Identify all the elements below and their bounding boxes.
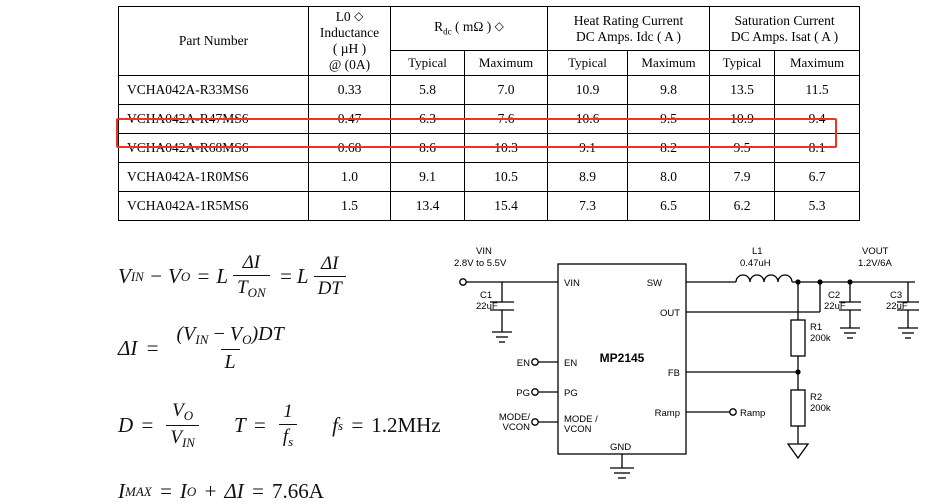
header-part-number-label: Part Number <box>178 32 249 48</box>
eq2-fraction <box>173 323 288 374</box>
header-heat-maximum: Maximum <box>628 51 710 75</box>
cell-sat-typ: 6.2 <box>710 191 775 220</box>
pin-fb: FB <box>667 368 680 379</box>
cell-rdc-typ: 13.4 <box>391 191 465 220</box>
table-row <box>119 191 860 220</box>
equation-2 <box>118 323 448 374</box>
eq4-delta-i: ΔI <box>224 479 244 503</box>
eq1-vo: V <box>168 264 181 288</box>
table-row-highlighted <box>119 104 860 133</box>
cell-sat-typ: 9.5 <box>710 133 775 162</box>
header-l0-line1: L0 <box>335 9 351 24</box>
cell-part-number: VCHA042A-R47MS6 <box>119 104 309 133</box>
eq2-vo: V <box>229 323 243 345</box>
label-pg: PG <box>516 388 530 399</box>
eq3-period-den <box>279 424 297 450</box>
eq3-period-num: 1 <box>283 401 293 422</box>
cell-rdc-max: 7.6 <box>465 104 548 133</box>
cell-rdc-max: 15.4 <box>465 191 548 220</box>
eq4-plus: + <box>203 479 218 503</box>
pin-pg: PG <box>564 388 578 399</box>
cell-part-number: VCHA042A-R68MS6 <box>119 133 309 162</box>
eq2-vo-sub: O <box>242 332 252 347</box>
eq4-value: 7.66A <box>271 479 324 503</box>
pin-out: OUT <box>659 308 680 319</box>
eq3-fs-value: 1.2MHz <box>371 413 441 437</box>
eq3-frac-num <box>168 400 197 425</box>
eq1-L: L <box>216 264 229 288</box>
eq2-paren-open: ( <box>176 323 184 345</box>
cell-sat-max: 5.3 <box>775 191 860 220</box>
cell-l0: 1.5 <box>309 191 391 220</box>
pin-gnd: GND <box>610 442 632 453</box>
cell-rdc-typ: 5.8 <box>391 75 465 104</box>
eq3-vo: V <box>172 400 184 421</box>
header-heat-line1: Heat Rating Current <box>573 12 684 28</box>
label-l1: L1 <box>752 246 763 257</box>
cell-rdc-max: 10.3 <box>465 133 548 162</box>
header-rdc-sub: dc <box>443 27 452 38</box>
cell-heat-max: 6.5 <box>628 191 710 220</box>
eq2-num-tail: )DT <box>251 323 284 345</box>
cell-heat-typ: 7.3 <box>548 191 628 220</box>
header-rdc-label: R <box>434 19 444 35</box>
eq4-equals: = <box>158 479 173 503</box>
eq4-imax-sub: MAX <box>125 483 152 499</box>
label-c2-value: 22uF <box>824 301 846 312</box>
eq1-vo-sub: O <box>180 268 191 284</box>
label-vout-value: 1.2V/6A <box>858 258 892 269</box>
eq2-equals: = <box>145 336 160 360</box>
eq3-period-f-sub: s <box>288 434 294 449</box>
cell-rdc-typ: 6.3 <box>391 104 465 133</box>
cell-rdc-typ: 9.1 <box>391 162 465 191</box>
header-heat-typical: Typical <box>548 51 628 75</box>
eq3-T: T <box>233 413 246 437</box>
equation-1 <box>118 252 448 301</box>
eq2-numerator <box>173 323 288 349</box>
cell-heat-typ: 9.1 <box>548 133 628 162</box>
eq2-vin: V <box>183 323 196 345</box>
eq3-fs: f <box>332 413 338 437</box>
header-sat-line1: Saturation Current <box>734 12 835 28</box>
eq2-denominator: L <box>221 349 240 374</box>
label-c1-value: 22uF <box>476 301 498 312</box>
cell-part-number: VCHA042A-1R0MS6 <box>119 162 309 191</box>
header-l0-line4: @ (0A) <box>328 56 371 72</box>
eq3-fs-sub: s <box>338 417 344 433</box>
label-mode-line1: MODE/ <box>498 412 530 423</box>
specification-table-container <box>118 6 845 221</box>
pin-ramp: Ramp <box>654 408 680 419</box>
eq3-vin: V <box>170 427 182 448</box>
eq1-frac2-den: DT <box>314 276 346 300</box>
eq4-imax: I <box>118 479 125 503</box>
header-l0-line3: ( µH ) <box>332 40 367 56</box>
cell-heat-max: 9.5 <box>628 104 710 133</box>
ic-name-label: MP2145 <box>599 351 645 365</box>
cell-heat-typ: 10.9 <box>548 75 628 104</box>
header-l0-inductance <box>309 7 391 76</box>
header-saturation-current <box>710 7 860 51</box>
eq1-minus: − <box>148 264 163 288</box>
cell-rdc-typ: 8.6 <box>391 133 465 162</box>
eq4-io: I <box>179 479 187 503</box>
label-vin-top: VIN <box>476 246 492 257</box>
header-heat-line2: DC Amps. Idc ( A ) <box>576 28 682 44</box>
eq1-vin: V <box>118 264 131 288</box>
eq3-frac-den <box>166 425 199 451</box>
eq1-L2: L <box>296 264 309 288</box>
cell-rdc-max: 7.0 <box>465 75 548 104</box>
eq3-period-f: f <box>282 426 289 447</box>
cell-sat-typ: 10.9 <box>710 104 775 133</box>
eq4-io-sub: O <box>186 483 197 499</box>
eq2-delta-i: ΔI <box>118 336 138 360</box>
cell-l0: 0.47 <box>309 104 391 133</box>
application-schematic <box>430 240 940 490</box>
diamond-icon-2: ◇ <box>494 19 504 34</box>
eq1-frac1-num: ΔI <box>242 252 261 273</box>
header-rdc <box>391 7 548 51</box>
pin-vin: VIN <box>564 278 580 289</box>
equation-3 <box>118 400 448 451</box>
eq3-D: D <box>118 413 134 437</box>
pin-en: EN <box>564 358 578 369</box>
eq3-vo-sub: O <box>183 408 194 423</box>
diamond-icon: ◇ <box>354 9 364 23</box>
equations-block <box>118 248 448 504</box>
cell-sat-max: 8.1 <box>775 133 860 162</box>
table-row <box>119 162 860 191</box>
label-en: EN <box>516 358 530 369</box>
label-ramp-net: Ramp <box>740 408 766 419</box>
table-header-row-1 <box>119 7 860 51</box>
cell-l0: 0.33 <box>309 75 391 104</box>
cell-heat-typ: 8.9 <box>548 162 628 191</box>
table-row <box>119 133 860 162</box>
eq1-vin-sub: IN <box>130 268 144 284</box>
cell-l0: 1.0 <box>309 162 391 191</box>
header-rdc-maximum: Maximum <box>465 51 548 75</box>
header-sat-typical: Typical <box>710 51 775 75</box>
label-c3-value: 22uF <box>886 301 908 312</box>
header-part-number <box>119 7 309 76</box>
resistor-r1 <box>791 320 805 356</box>
cell-l0: 0.68 <box>309 133 391 162</box>
label-r1-value: 200k <box>810 333 831 344</box>
specification-table <box>118 6 860 221</box>
header-sat-line2: DC Amps. Isat ( A ) <box>730 28 839 44</box>
table-row <box>119 75 860 104</box>
label-vin-range: 2.8V to 5.5V <box>454 258 507 269</box>
label-vout: VOUT <box>862 246 889 257</box>
eq2-vin-sub: IN <box>195 332 209 347</box>
resistor-r2 <box>791 390 805 426</box>
header-sat-maximum: Maximum <box>775 51 860 75</box>
eq3-vin-sub: IN <box>181 435 195 450</box>
cell-rdc-max: 10.5 <box>465 162 548 191</box>
eq1-fraction-2 <box>314 253 346 300</box>
header-rdc-unit: ( mΩ ) <box>455 19 492 35</box>
cell-part-number: VCHA042A-1R5MS6 <box>119 191 309 220</box>
cell-part-number: VCHA042A-R33MS6 <box>119 75 309 104</box>
cell-heat-max: 9.8 <box>628 75 710 104</box>
cell-sat-max: 6.7 <box>775 162 860 191</box>
eq4-equals-2: = <box>250 479 265 503</box>
pin-mode-line2: VCON <box>564 424 592 435</box>
cell-heat-typ: 10.6 <box>548 104 628 133</box>
eq2-minus: − <box>212 323 226 345</box>
cell-sat-max: 11.5 <box>775 75 860 104</box>
equation-4 <box>118 479 448 504</box>
header-l0-line2: Inductance <box>319 24 380 40</box>
label-r1: R1 <box>810 322 823 333</box>
label-r2: R2 <box>810 392 823 403</box>
eq1-equals-2: = <box>278 264 293 288</box>
label-c3: C3 <box>890 290 903 301</box>
label-l1-value: 0.47uH <box>740 258 771 269</box>
cell-heat-max: 8.0 <box>628 162 710 191</box>
eq3-fraction-duty <box>166 400 199 451</box>
eq1-frac1-den <box>233 275 270 301</box>
header-heat-rating-current <box>548 7 710 51</box>
pin-mode-line1: MODE / <box>564 414 598 425</box>
eq3-equals: = <box>140 413 155 437</box>
label-c1: C1 <box>480 290 493 301</box>
eq1-fraction-1 <box>233 252 270 301</box>
label-c2: C2 <box>828 290 841 301</box>
header-rdc-typical: Typical <box>391 51 465 75</box>
eq3-fraction-period <box>279 401 297 450</box>
eq1-frac1-den-T: T <box>237 277 248 298</box>
eq1-frac2-num: ΔI <box>320 253 339 274</box>
label-r2-value: 200k <box>810 403 831 414</box>
eq3-equals-2: = <box>252 413 267 437</box>
eq1-equals: = <box>196 264 211 288</box>
cell-sat-max: 9.4 <box>775 104 860 133</box>
pin-sw: SW <box>646 278 662 289</box>
cell-heat-max: 8.2 <box>628 133 710 162</box>
eq1-frac1-den-sub: ON <box>247 285 266 300</box>
eq3-equals-3: = <box>350 413 365 437</box>
cell-sat-typ: 13.5 <box>710 75 775 104</box>
label-mode-line2: VCON <box>502 422 530 433</box>
cell-sat-typ: 7.9 <box>710 162 775 191</box>
